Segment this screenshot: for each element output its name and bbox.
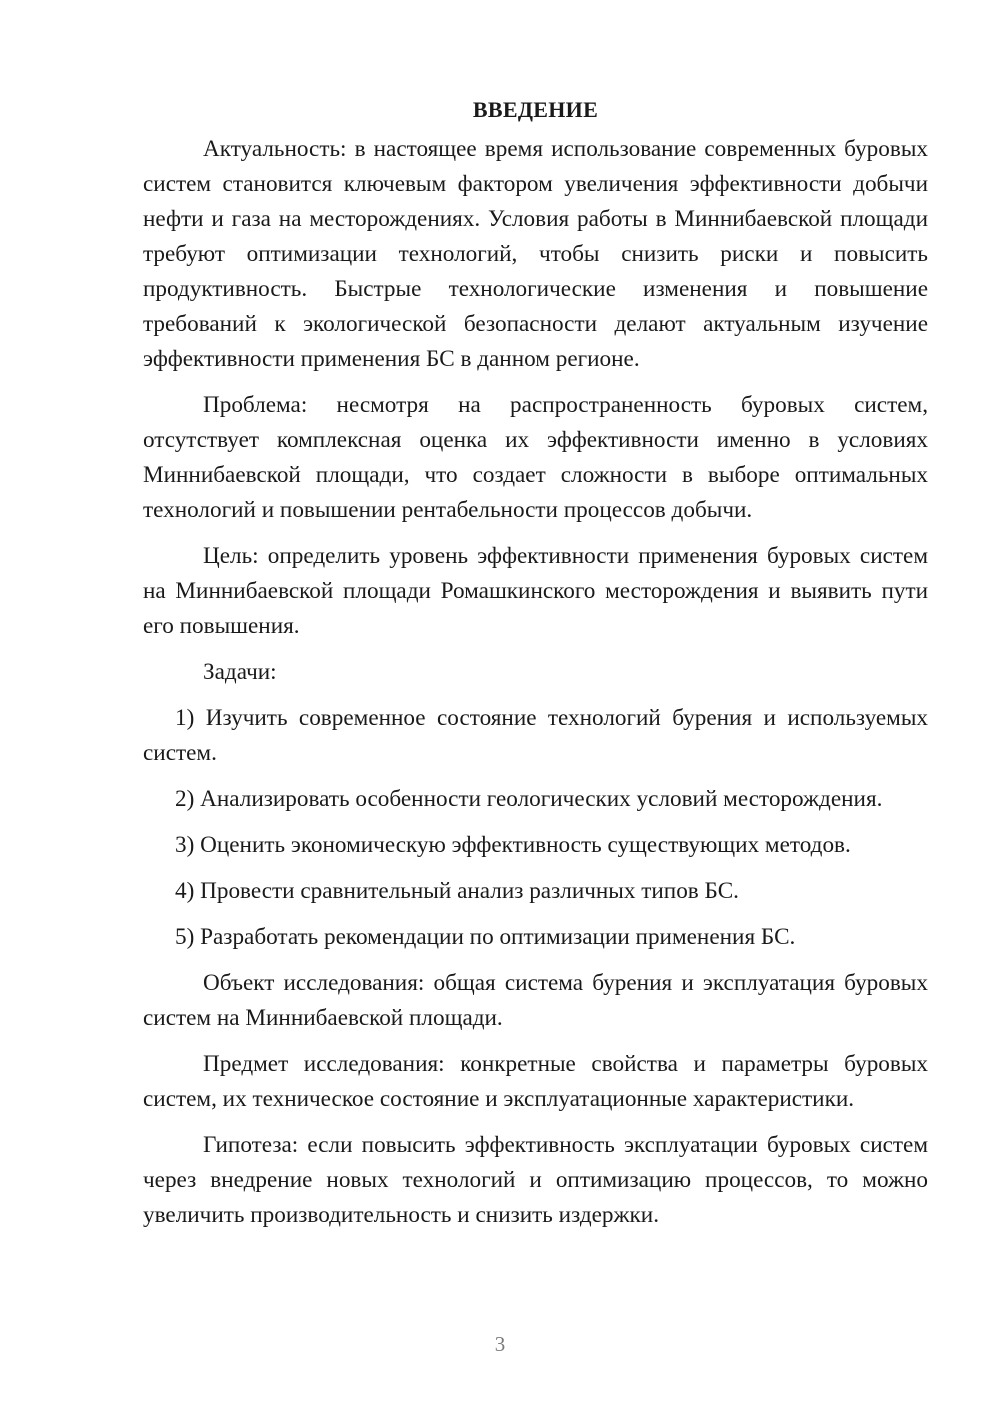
paragraph-subject: Предмет исследования: конкретные свойства и параметры буровых систем, их техническое состояние и эксплуатационные характеристики. [143, 1051, 928, 1112]
page-number: 3 [494, 1332, 506, 1356]
section-heading: ВВЕДЕНИЕ [472, 97, 599, 122]
task-item-2: 2) Анализировать особенности геологических условий месторождения. [175, 786, 883, 812]
paragraph-relevance: Актуальность: в настоящее время использование современных буровых систем становится ключевым фактором увеличения эффективности добычи нефти и газа на месторождениях. Условия работы в Миннибаевской площади требуют оптимизации технологий, чтобы снизить риски и повысить продуктивность. Быстрые технологические изменения и повышение требований к экологической безопасности делают актуальным изучение эффективности применения БС в данном регионе. [143, 136, 928, 372]
paragraph-goal: Цель: определить уровень эффективности применения буровых систем на Миннибаевской площади Ромашкинского месторождения и выявить пути его повышения. [143, 543, 928, 639]
paragraph-problem: Проблема: несмотря на распространенность буровых систем, отсутствует комплексная оценка их эффективности именно в условиях Миннибаевской площади, что создает сложности в выборе оптимальных технологий и повышении рентабельности процессов добычи. [143, 392, 928, 523]
document-page [143, 92, 928, 1244]
paragraph-tasks-label: Задачи: [203, 659, 277, 685]
task-item-4: 4) Провести сравнительный анализ различных типов БС. [175, 878, 739, 904]
task-item-5: 5) Разработать рекомендации по оптимизации применения БС. [175, 924, 796, 950]
paragraph-hypothesis: Гипотеза: если повысить эффективность эксплуатации буровых систем через внедрение новых технологий и оптимизацию процессов, то можно увеличить производительность и снизить издержки. [143, 1132, 928, 1228]
task-item-3: 3) Оценить экономическую эффективность существующих методов. [175, 832, 851, 858]
paragraph-object: Объект исследования: общая система бурения и эксплуатация буровых систем на Миннибаевской площади. [143, 970, 928, 1031]
task-item-1: 1) Изучить современное состояние технологий бурения и используемых систем. [143, 705, 928, 766]
